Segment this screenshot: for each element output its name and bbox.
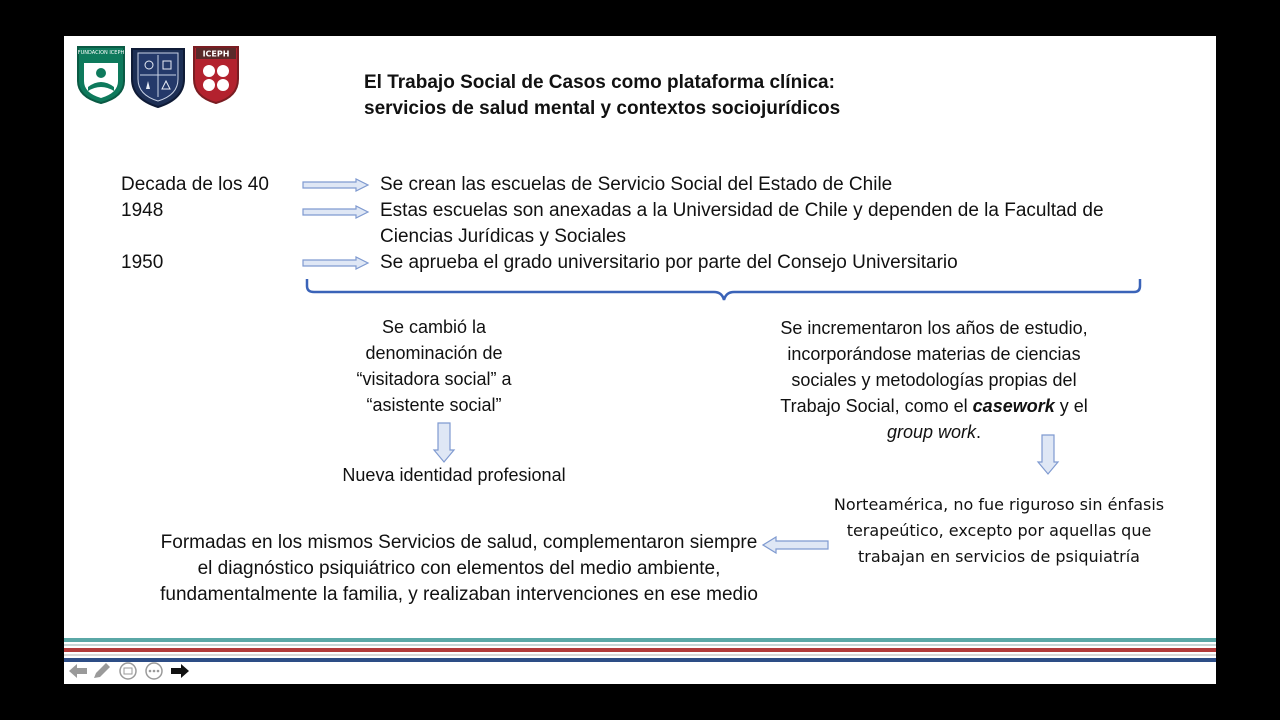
right-branch-line-4 (724, 393, 1144, 419)
bottom-paragraph (64, 530, 854, 608)
timeline-text-2-line-1: Estas escuelas son anexadas a la Universidad de Chile y dependen de la Facultad de (380, 200, 1104, 221)
left-branch-line-2: denominación de (365, 343, 503, 363)
right-branch-line-5 (724, 419, 1144, 445)
pen-icon[interactable] (92, 662, 112, 684)
group-work-term: group work (886, 422, 977, 442)
right-arrow-icon (302, 256, 370, 270)
slides-icon[interactable] (118, 662, 138, 684)
fundacion-iceph-logo (76, 45, 126, 110)
bottom-line-2: el diagnóstico psiquiátrico con elementos del medio ambiente, (197, 558, 721, 579)
left-branch-result: Nueva identidad profesional (342, 465, 566, 485)
right-arrow-icon (302, 178, 370, 192)
timeline-text-1: Se crean las escuelas de Servicio Social del Estado de Chile (380, 174, 893, 195)
right-branch-line-2: incorporándose materias de ciencias (787, 344, 1081, 364)
bottom-line-1: Formadas en los mismos Servicios de salud, complementaron siempre (160, 532, 758, 553)
logo3-text: ICEPH (202, 49, 230, 59)
iceph-logo (192, 45, 240, 110)
institution-crest-logo (128, 45, 188, 114)
left-branch-line-3: “visitadora social” a (356, 369, 512, 389)
more-icon[interactable] (144, 662, 164, 684)
casework-term: casework (972, 396, 1055, 416)
title-line-2: servicios de salud mental y contextos sociojurídicos (364, 98, 841, 119)
logo1-text: FUNDACION ICEPH (77, 50, 125, 56)
footer-stripe-teal (64, 638, 1216, 642)
right-branch-line-4-pre: Trabajo Social, como el (780, 396, 973, 416)
forward-arrow-icon[interactable] (170, 662, 190, 684)
title-line-1: El Trabajo Social de Casos como plataforma clínica: (364, 72, 835, 93)
bottom-line-3: fundamentalmente la familia, y realizaban intervenciones en ese medio (160, 584, 758, 605)
timeline-year-2: 1948 (121, 200, 164, 221)
footer-stripe-red (64, 648, 1216, 652)
timeline-text-2 (380, 198, 1210, 250)
timeline-year-1: Decada de los 40 (121, 174, 269, 195)
left-branch-text (314, 314, 554, 418)
slide (64, 36, 1216, 684)
brace (304, 276, 1144, 312)
right-branch-text (724, 315, 1144, 445)
right-result-line-3: trabajan en servicios de psiquiatría (858, 547, 1140, 566)
right-result-line-2: terapeútico, excepto por aquellas que (846, 521, 1152, 540)
presentation-controls (64, 660, 204, 682)
timeline-year-3: 1950 (121, 252, 164, 273)
right-branch-line-1: Se incrementaron los años de estudio, (780, 318, 1088, 338)
down-arrow-icon (432, 422, 456, 464)
down-arrow-icon (1036, 434, 1060, 476)
left-branch-line-1: Se cambió la (381, 317, 487, 337)
right-arrow-icon (302, 205, 370, 219)
right-branch-line-3: sociales y metodologías propias del (791, 370, 1077, 390)
right-branch-result (804, 492, 1194, 570)
footer-stripe-light (64, 644, 1216, 646)
footer-stripe-navy (64, 658, 1216, 662)
right-result-line-1: Norteamérica, no fue riguroso sin énfasis (833, 495, 1165, 514)
timeline-text-2-line-2: Ciencias Jurídicas y Sociales (380, 226, 627, 247)
timeline-text-3: Se aprueba el grado universitario por parte del Consejo Universitario (380, 252, 958, 273)
left-branch-line-4: “asistente social” (366, 395, 502, 415)
right-branch-line-5-post: . (976, 422, 982, 442)
footer-stripe-grey (64, 654, 1216, 656)
back-arrow-icon[interactable] (68, 662, 88, 684)
slide-title (364, 70, 1124, 122)
right-branch-line-4-post: y el (1054, 396, 1088, 416)
